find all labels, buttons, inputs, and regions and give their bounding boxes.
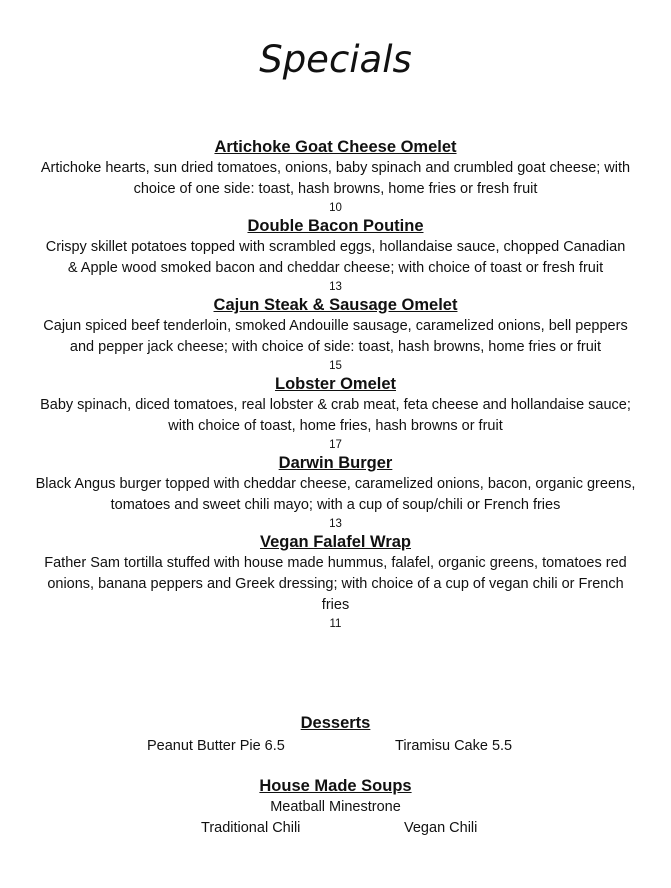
item-name: Vegan Falafel Wrap bbox=[260, 533, 411, 551]
item-description: Cajun spiced beef tenderloin, smoked Andouille sausage, caramelized onions, bell peppers and pepper jack cheese; with choice of side: toast, hash browns, home fries or fruit bbox=[43, 318, 628, 355]
item-name: Artichoke Goat Cheese Omelet bbox=[214, 138, 457, 156]
desserts-title: Desserts bbox=[300, 714, 371, 732]
item-description: Father Sam tortilla stuffed with house made hummus, falafel, organic greens, tomatoes red onions, banana peppers and Greek dressing; with choice of a cup of vegan chili or French fries bbox=[44, 555, 627, 613]
desserts-row bbox=[0, 736, 671, 759]
page-title: Specials bbox=[259, 38, 412, 81]
item-description: Baby spinach, diced tomatoes, real lobster & crab meat, feta cheese and hollandaise sauce; with choice of toast, home fries, hash browns or fruit bbox=[40, 397, 631, 434]
item-price: 17 bbox=[329, 439, 342, 451]
item-description: Black Angus burger topped with cheddar cheese, caramelized onions, bacon, organic greens, tomatoes and sweet chili mayo; with a cup of soup/chili or French fries bbox=[35, 476, 636, 513]
soup-item: Vegan Chili bbox=[404, 820, 478, 836]
item-price: 11 bbox=[329, 618, 342, 630]
item-name: Darwin Burger bbox=[278, 454, 393, 472]
soups-row bbox=[0, 818, 671, 839]
dessert-item: Tiramisu Cake 5.5 bbox=[395, 738, 513, 754]
item-name: Double Bacon Poutine bbox=[247, 217, 424, 235]
soups-title: House Made Soups bbox=[259, 777, 412, 795]
item-price: 13 bbox=[329, 281, 342, 293]
special-item bbox=[20, 532, 651, 632]
soups-section bbox=[0, 776, 671, 839]
item-price: 10 bbox=[329, 202, 342, 214]
special-item bbox=[20, 374, 651, 453]
soup-item: Traditional Chili bbox=[201, 820, 301, 836]
item-description: Artichoke hearts, sun dried tomatoes, onions, baby spinach and crumbled goat cheese; with choice of one side: toast, hash browns, home fries or fresh fruit bbox=[40, 160, 631, 197]
special-item bbox=[20, 295, 651, 374]
special-item bbox=[20, 216, 651, 295]
dessert-item: Peanut Butter Pie 6.5 bbox=[147, 738, 285, 754]
special-item bbox=[20, 137, 651, 216]
item-description: Crispy skillet potatoes topped with scrambled eggs, hollandaise sauce, chopped Canadian & Apple wood smoked bacon and cheddar cheese; with choice of toast or fresh fruit bbox=[45, 239, 626, 276]
item-price: 15 bbox=[329, 360, 342, 372]
special-item bbox=[20, 453, 651, 532]
item-name: Lobster Omelet bbox=[274, 375, 397, 393]
item-price: 13 bbox=[329, 518, 342, 530]
desserts-section bbox=[0, 713, 671, 759]
item-name: Cajun Steak & Sausage Omelet bbox=[213, 296, 458, 314]
specials-list bbox=[20, 137, 651, 632]
soup-item: Meatball Minestrone bbox=[270, 799, 401, 815]
